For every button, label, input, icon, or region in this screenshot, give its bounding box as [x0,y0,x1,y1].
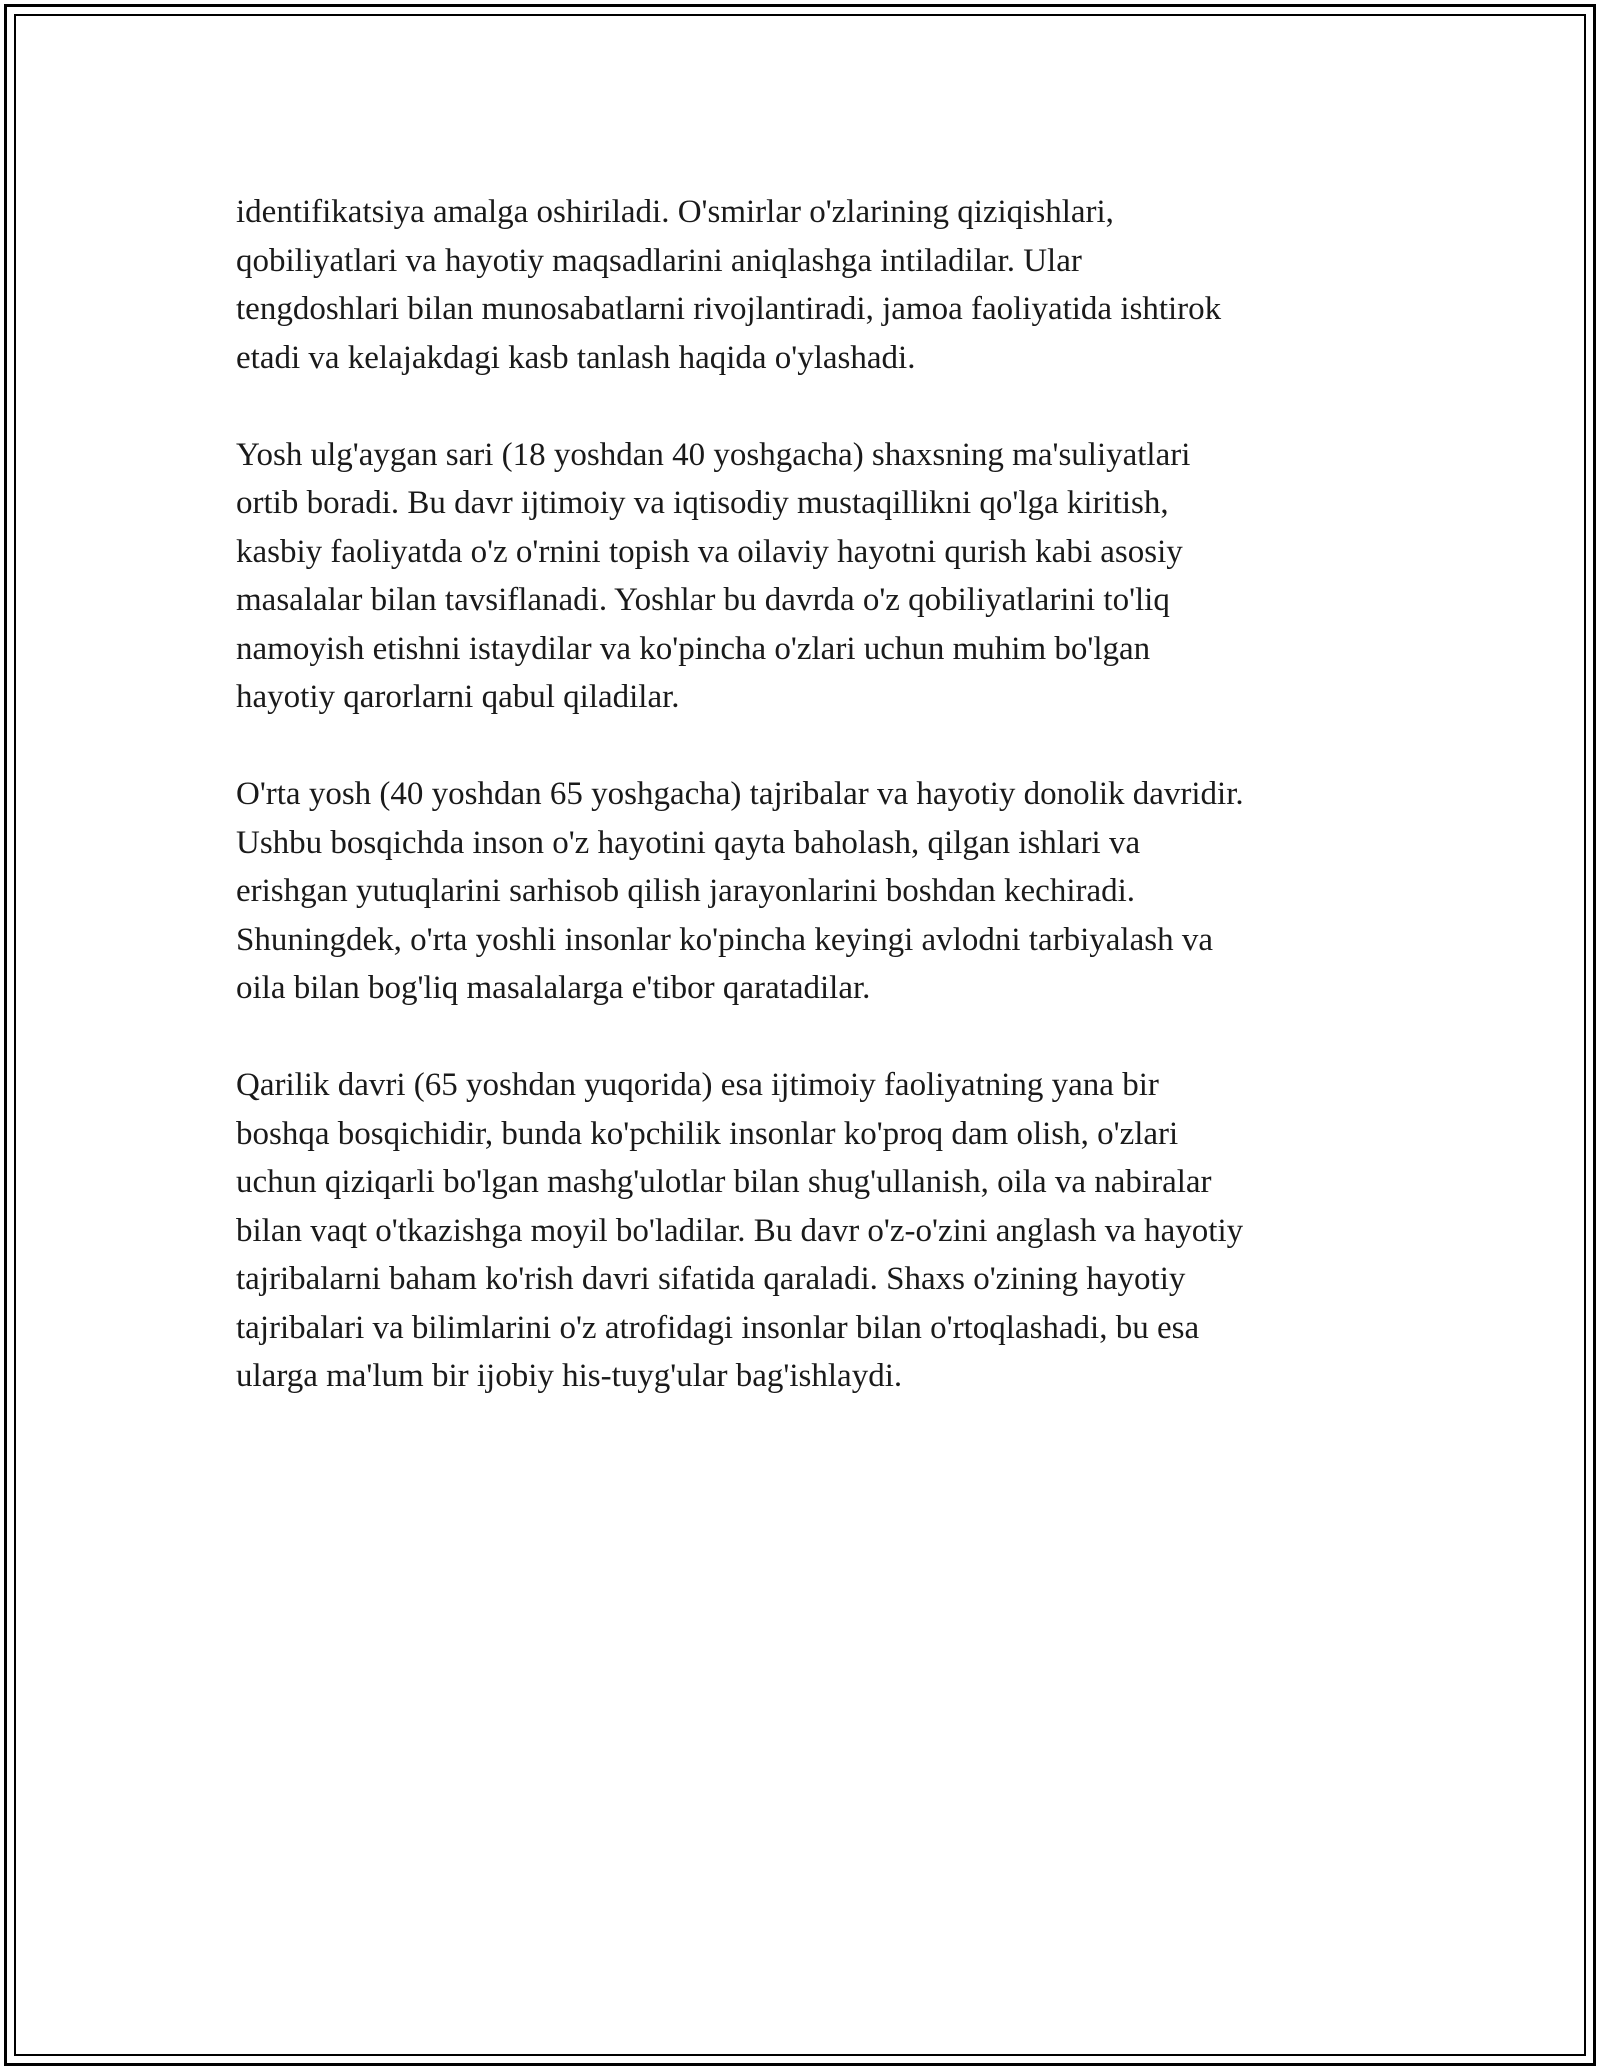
paragraph-line: tengdoshlari bilan munosabatlarni rivojlantiradi, jamoa faoliyatida ishtirok [236,291,1222,327]
paragraph-2 [236,431,1366,722]
paragraph-3 [236,770,1366,1013]
paragraph-line: ularga ma'lum bir ijobiy his-tuyg'ular bag'ishlaydi. [236,1358,903,1394]
paragraph-line: masalalar bilan tavsiflanadi. Yoshlar bu davrda o'z qobiliyatlarini to'liq [236,582,1170,618]
paragraph-line: kasbiy faoliyatda o'z o'rnini topish va oilaviy hayotni qurish kabi asosiy [236,533,1183,570]
paragraph-line: etadi va kelajakdagi kasb tanlash haqida o'ylashadi. [236,339,916,376]
paragraph-line: namoyish etishni istaydilar va ko'pincha o'zlari uchun muhim bo'lgan [236,630,1151,667]
paragraph-line: tajribalarni baham ko'rish davri sifatida qaraladi. Shaxs o'zining hayotiy [236,1261,1186,1297]
paragraph-line: hayotiy qarorlarni qabul qiladilar. [236,679,680,715]
paragraph-line: uchun qiziqarli bo'lgan mashg'ulotlar bilan shug'ullanish, oila va nabiralar [236,1164,1212,1200]
paragraph-line: Qarilik davri (65 yoshdan yuqorida) esa ijtimoiy faoliyatning yana bir [236,1067,1159,1103]
paragraph-line: tajribalari va bilimlarini o'z atrofidagi insonlar bilan o'rtoqlashadi, bu esa [236,1309,1200,1346]
paragraph-line: oila bilan bog'liq masalalarga e'tibor qaratadilar. [236,970,871,1006]
paragraph-line: O'rta yosh (40 yoshdan 65 yoshgacha) tajribalar va hayotiy donolik davridir. [236,776,1244,812]
paragraph-line: Ushbu bosqichda inson o'z hayotini qayta baholash, qilgan ishlari va [236,824,1141,861]
paragraph-line: Shuningdek, o'rta yoshli insonlar ko'pincha keyingi avlodni tarbiyalash va [236,921,1213,958]
paragraph-line: boshqa bosqichidir, bunda ko'pchilik insonlar ko'proq dam olish, o'zlari [236,1115,1179,1152]
paragraph-line: ortib boradi. Bu davr ijtimoiy va iqtisodiy mustaqillikni qo'lga kiritish, [236,485,1169,521]
paragraph-1 [236,188,1366,382]
paragraph-line: bilan vaqt o'tkazishga moyil bo'ladilar. Bu davr o'z-o'zini anglash va hayotiy [236,1212,1244,1249]
paragraph-line: Yosh ulg'aygan sari (18 yoshdan 40 yoshgacha) shaxsning ma'suliyatlari [236,436,1191,473]
document-body [236,188,1366,1449]
paragraph-line: identifikatsiya amalga oshiriladi. O'smirlar o'zlarining qiziqishlari, [236,194,1114,230]
paragraph-line: qobiliyatlari va hayotiy maqsadlarini aniqlashga intiladilar. Ular [236,242,1082,279]
paragraph-4 [236,1061,1366,1401]
paragraph-line: erishgan yutuqlarini sarhisob qilish jarayonlarini boshdan kechiradi. [236,873,1136,909]
